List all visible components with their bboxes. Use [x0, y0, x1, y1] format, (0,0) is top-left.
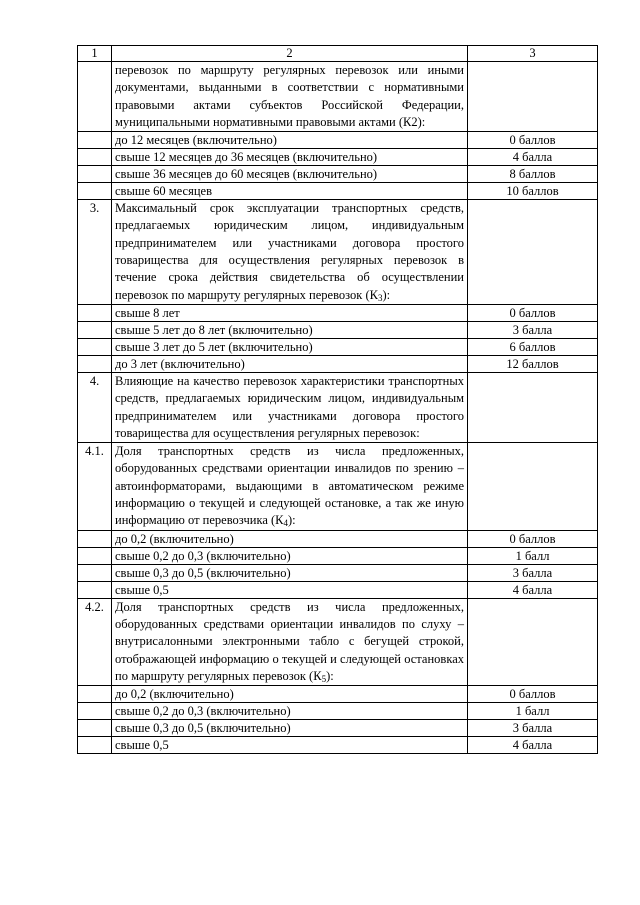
- section-description: [112, 372, 468, 442]
- section-number: 3.: [78, 200, 112, 305]
- score-range: свыше 0,5: [112, 581, 468, 598]
- score-points: 6 баллов: [468, 338, 598, 355]
- section-text: перевозок по маршруту регулярных перевозок или иными документами, выданными в соответствии с нормативными правовыми актами субъектов Российской Федерации, муниципальными нормативными правовыми актами (К2):: [115, 63, 464, 129]
- score-range: свыше 60 месяцев: [112, 183, 468, 200]
- section-text: Доля транспортных средств из числа предложенных, оборудованных средствами ориентации инвалидов по зрению – автоинформаторами, выдающими в автоматическом режиме информацию о текущей и следующей остановке, а так же иную информацию от перевозчика (К: [115, 444, 464, 528]
- score-row: [78, 304, 598, 321]
- score-row: [78, 132, 598, 149]
- section-description: [112, 598, 468, 685]
- score-row-number: [78, 321, 112, 338]
- score-row-number: [78, 338, 112, 355]
- score-row: [78, 703, 598, 720]
- score-points: 8 баллов: [468, 166, 598, 183]
- score-row-number: [78, 564, 112, 581]
- score-range: свыше 0,2 до 0,3 (включительно): [112, 703, 468, 720]
- score-row-number: [78, 183, 112, 200]
- score-range: свыше 0,3 до 0,5 (включительно): [112, 720, 468, 737]
- criteria-table: [77, 45, 598, 754]
- section-row: [78, 443, 598, 530]
- section-description: [112, 200, 468, 305]
- header-row: [78, 46, 598, 62]
- score-row-number: [78, 304, 112, 321]
- score-points: 10 баллов: [468, 183, 598, 200]
- score-points: 12 баллов: [468, 355, 598, 372]
- score-range: свыше 0,3 до 0,5 (включительно): [112, 564, 468, 581]
- score-row-number: [78, 530, 112, 547]
- score-range: свыше 36 месяцев до 60 месяцев (включительно): [112, 166, 468, 183]
- score-row-number: [78, 166, 112, 183]
- score-row: [78, 564, 598, 581]
- section-points-empty: [468, 372, 598, 442]
- score-row-number: [78, 547, 112, 564]
- score-row: [78, 338, 598, 355]
- score-points: 4 балла: [468, 149, 598, 166]
- score-range: до 0,2 (включительно): [112, 530, 468, 547]
- score-points: 0 баллов: [468, 132, 598, 149]
- score-row: [78, 581, 598, 598]
- score-row: [78, 183, 598, 200]
- section-points-empty: [468, 200, 598, 305]
- score-row: [78, 355, 598, 372]
- score-points: 3 балла: [468, 564, 598, 581]
- score-range: свыше 5 лет до 8 лет (включительно): [112, 321, 468, 338]
- section-text-suffix: ):: [382, 287, 391, 302]
- score-row-number: [78, 149, 112, 166]
- score-points: 1 балл: [468, 703, 598, 720]
- section-row: [78, 598, 598, 685]
- section-description: [112, 443, 468, 530]
- section-number: 4.1.: [78, 443, 112, 530]
- score-points: 0 баллов: [468, 686, 598, 703]
- section-row: [78, 62, 598, 132]
- score-range: свыше 3 лет до 5 лет (включительно): [112, 338, 468, 355]
- section-row: [78, 372, 598, 442]
- score-row: [78, 686, 598, 703]
- score-row-number: [78, 737, 112, 754]
- score-row-number: [78, 686, 112, 703]
- score-row: [78, 149, 598, 166]
- score-range: до 3 лет (включительно): [112, 355, 468, 372]
- header-col-2: 2: [112, 46, 468, 62]
- score-points: 4 балла: [468, 737, 598, 754]
- score-row-number: [78, 355, 112, 372]
- score-row: [78, 321, 598, 338]
- section-text-suffix: ):: [288, 513, 296, 528]
- score-row: [78, 530, 598, 547]
- score-row: [78, 166, 598, 183]
- score-row: [78, 547, 598, 564]
- coefficient-subscript: 5: [321, 673, 327, 684]
- score-points: 1 балл: [468, 547, 598, 564]
- score-points: 0 баллов: [468, 530, 598, 547]
- header-col-1: 1: [78, 46, 112, 62]
- score-row-number: [78, 720, 112, 737]
- score-range: до 12 месяцев (включительно): [112, 132, 468, 149]
- section-row: [78, 200, 598, 305]
- section-number: 4.2.: [78, 598, 112, 685]
- score-row: [78, 720, 598, 737]
- score-row-number: [78, 703, 112, 720]
- score-row: [78, 737, 598, 754]
- score-points: 0 баллов: [468, 304, 598, 321]
- score-points: 4 балла: [468, 581, 598, 598]
- criteria-table-body: [78, 46, 598, 754]
- section-description: [112, 62, 468, 132]
- score-points: 3 балла: [468, 321, 598, 338]
- coefficient-subscript: 3: [377, 292, 383, 303]
- section-number: [78, 62, 112, 132]
- section-text: Доля транспортных средств из числа предложенных, оборудованных средствами ориентации инвалидов по слуху – внутрисалонными электронными табло с бегущей строкой, отображающей информацию о текущей и следующей остановках по маршруту регулярных перевозок (К: [115, 599, 464, 683]
- header-col-3: 3: [468, 46, 598, 62]
- score-points: 3 балла: [468, 720, 598, 737]
- section-points-empty: [468, 62, 598, 132]
- section-points-empty: [468, 598, 598, 685]
- score-row-number: [78, 581, 112, 598]
- section-text: Влияющие на качество перевозок характеристики транспортных средств, предлагаемых юридическим лицом, индивидуальным предпринимателем или участниками договора простого товарищества для осуществления регулярных перевозок:: [115, 373, 464, 440]
- section-text-suffix: ):: [326, 668, 334, 683]
- score-range: свыше 8 лет: [112, 304, 468, 321]
- score-range: до 0,2 (включительно): [112, 686, 468, 703]
- score-range: свыше 0,2 до 0,3 (включительно): [112, 547, 468, 564]
- section-text: Максимальный срок эксплуатации транспортных средств, предлагаемых юридическим лицом, индивидуальным предпринимателем или участниками договора простого товарищества для осуществления регулярных перевозок в течение срока действия свидетельства об осуществлении перевозок по маршруту регулярных перевозок (К: [115, 201, 464, 302]
- score-range: свыше 12 месяцев до 36 месяцев (включительно): [112, 149, 468, 166]
- section-number: 4.: [78, 372, 112, 442]
- score-row-number: [78, 132, 112, 149]
- score-range: свыше 0,5: [112, 737, 468, 754]
- section-points-empty: [468, 443, 598, 530]
- coefficient-subscript: 4: [283, 518, 288, 529]
